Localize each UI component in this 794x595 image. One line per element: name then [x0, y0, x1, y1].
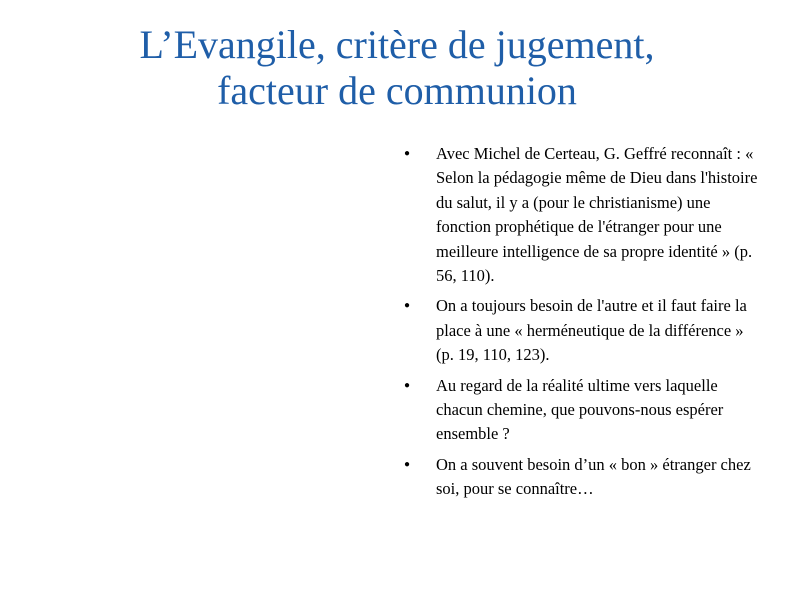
slide-title-line-2: facteur de communion	[217, 68, 577, 113]
bullet-item-4	[404, 453, 764, 502]
slide-title-line-1: L’Evangile, critère de jugement,	[139, 22, 655, 67]
bullet-item-1	[404, 142, 764, 288]
bullet-dot-icon: ●	[404, 458, 411, 470]
bullet-dot-icon: ●	[404, 300, 411, 312]
slide-title	[40, 22, 754, 114]
bullet-text-3: Au regard de la réalité ultime vers laquelle chacun chemine, que pouvons-nous espérer ensemble ?	[436, 375, 724, 444]
bullet-item-3	[404, 374, 764, 447]
bullet-dot-icon: ●	[404, 379, 411, 391]
bullet-text-4: On a souvent besoin d’un « bon » étranger chez soi, pour se connaître…	[436, 454, 751, 499]
bullet-item-2	[404, 294, 764, 367]
bullet-text-1: Avec Michel de Certeau, G. Geffré reconnaît : « Selon la pédagogie même de Dieu dans l'histoire du salut, il y a (pour le christianisme) une fonction prophétique de l'étranger pour une meilleure intelligence de sa propre identité » (p. 56, 110).	[436, 144, 758, 286]
bullet-list	[404, 142, 764, 508]
bullet-dot-icon: ●	[404, 148, 411, 159]
bullet-text-2: On a toujours besoin de l'autre et il faut faire la place à une « herméneutique de la différence » (p. 19, 110, 123).	[436, 296, 747, 365]
